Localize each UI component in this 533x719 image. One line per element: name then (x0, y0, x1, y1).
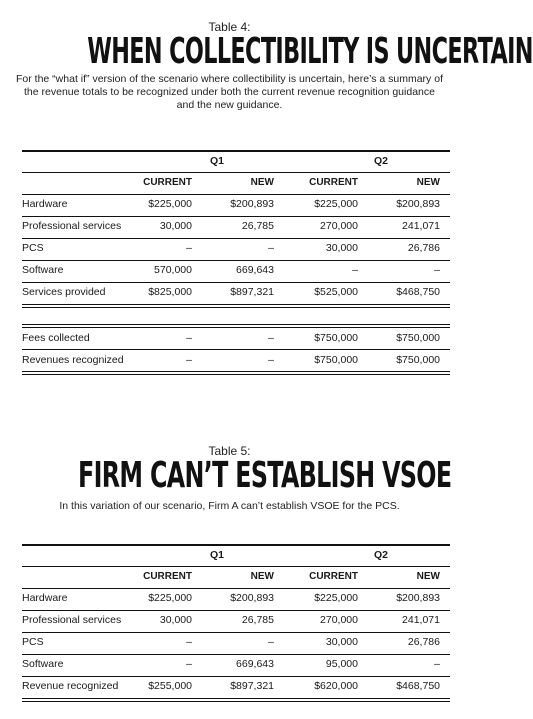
cell: $897,321 (230, 286, 274, 298)
row-label: Professional services (22, 220, 122, 232)
table4-label: Table 4: (208, 20, 251, 34)
cell: $525,000 (314, 286, 358, 298)
table-row (22, 611, 450, 629)
table4-bottom-rule-1 (22, 371, 450, 372)
cell: $750,000 (396, 332, 440, 344)
cell: $225,000 (314, 198, 358, 210)
cell: $468,750 (396, 286, 440, 298)
table5-col-q2-current: CURRENT (309, 571, 358, 582)
cell: $200,893 (396, 592, 440, 604)
table-row (22, 217, 450, 235)
table4-group-row (22, 152, 450, 170)
total-rule-2 (22, 307, 450, 308)
table4-col-q2-new: NEW (416, 177, 440, 188)
table5-group-row (22, 546, 450, 564)
table4-group-rule (22, 172, 450, 173)
row-label: Software (22, 264, 64, 276)
cell: – (268, 332, 274, 344)
table4-column-header (22, 174, 450, 192)
table5-title: FIRM CAN’T ESTABLISH VSOE (78, 455, 452, 496)
row-label: Fees collected (22, 332, 90, 344)
cell: $468,750 (396, 680, 440, 692)
table4-sub-top-rule-2 (22, 327, 450, 328)
cell: – (186, 636, 192, 648)
cell: – (268, 636, 274, 648)
table-row (22, 655, 450, 673)
row-label: PCS (22, 242, 44, 254)
row-label: Hardware (22, 592, 68, 604)
cell: 30,000 (159, 614, 192, 626)
table-row (22, 239, 450, 257)
table4-col-q1-current: CURRENT (143, 177, 192, 188)
cell: $200,893 (230, 592, 274, 604)
cell: 241,071 (402, 220, 440, 232)
row-label: Revenue recognized (22, 680, 119, 692)
table-row (22, 329, 450, 347)
table5-group-q2: Q2 (374, 549, 389, 561)
table5-bottom-rule-1 (22, 698, 450, 699)
table-row (22, 351, 450, 369)
cell: – (186, 332, 192, 344)
table-row (22, 677, 450, 695)
table4-bottom-rule-2 (22, 374, 450, 375)
cell: $750,000 (314, 332, 358, 344)
cell: $620,000 (314, 680, 358, 692)
table4-group-q1: Q1 (210, 155, 225, 167)
cell: $225,000 (148, 592, 192, 604)
cell: – (186, 354, 192, 366)
row-label: Hardware (22, 198, 68, 210)
table5-group-q1: Q1 (210, 549, 225, 561)
table4-sub-top-rule-1 (22, 324, 450, 325)
table5-header (0, 444, 459, 513)
total-rule-1 (22, 304, 450, 305)
row-rule (22, 349, 450, 350)
table4-col-q2-current: CURRENT (309, 177, 358, 188)
cell: 270,000 (320, 614, 358, 626)
row-label: Revenues recognized (22, 354, 124, 366)
table-row (22, 633, 450, 651)
row-label: Software (22, 658, 64, 670)
cell: $225,000 (148, 198, 192, 210)
cell: 270,000 (320, 220, 358, 232)
cell: 241,071 (402, 614, 440, 626)
table5-col-q1-new: NEW (250, 571, 274, 582)
cell: – (352, 264, 358, 276)
table5-group-rule (22, 566, 450, 567)
cell: – (268, 242, 274, 254)
row-label: Professional services (22, 614, 122, 626)
cell: 570,000 (154, 264, 192, 276)
cell: 30,000 (325, 242, 358, 254)
table5-column-header (22, 568, 450, 586)
cell: 26,786 (407, 636, 440, 648)
cell: 30,000 (325, 636, 358, 648)
row-label: Services provided (22, 286, 106, 298)
cell: $225,000 (314, 592, 358, 604)
cell: $255,000 (148, 680, 192, 692)
cell: 30,000 (159, 220, 192, 232)
table-row (22, 283, 450, 301)
cell: 669,643 (236, 658, 274, 670)
cell: 669,643 (236, 264, 274, 276)
table5-col-q2-new: NEW (416, 571, 440, 582)
table5-bottom-rule-2 (22, 701, 450, 702)
table5 (22, 544, 450, 706)
table4-col-q1-new: NEW (250, 177, 274, 188)
cell: $825,000 (148, 286, 192, 298)
cell: 26,786 (407, 242, 440, 254)
table4-group-q2: Q2 (374, 155, 389, 167)
cell: $750,000 (396, 354, 440, 366)
table4 (22, 150, 450, 375)
table5-col-q1-current: CURRENT (143, 571, 192, 582)
cell: – (186, 658, 192, 670)
table5-label: Table 5: (208, 444, 251, 458)
table4-title: WHEN COLLECTIBILITY IS UNCERTAIN (87, 31, 533, 72)
table4-description: For the “what if” version of the scenario where collectibility is uncertain, here’s a summary of the revenue totals to be recognized under both the current revenue recognition guidance and the new guidance. (16, 73, 443, 111)
cell: – (186, 242, 192, 254)
table-row (22, 261, 450, 279)
cell: $897,321 (230, 680, 274, 692)
table-row (22, 589, 450, 607)
cell: – (434, 264, 440, 276)
cell: $750,000 (314, 354, 358, 366)
cell: – (268, 354, 274, 366)
cell: 95,000 (325, 658, 358, 670)
table5-description: In this variation of our scenario, Firm A can’t establish VSOE for the PCS. (59, 500, 400, 512)
cell: 26,785 (241, 614, 274, 626)
table-row (22, 195, 450, 213)
cell: 26,785 (241, 220, 274, 232)
cell: – (434, 658, 440, 670)
row-label: PCS (22, 636, 44, 648)
cell: $200,893 (396, 198, 440, 210)
table4-header (0, 20, 533, 112)
cell: $200,893 (230, 198, 274, 210)
